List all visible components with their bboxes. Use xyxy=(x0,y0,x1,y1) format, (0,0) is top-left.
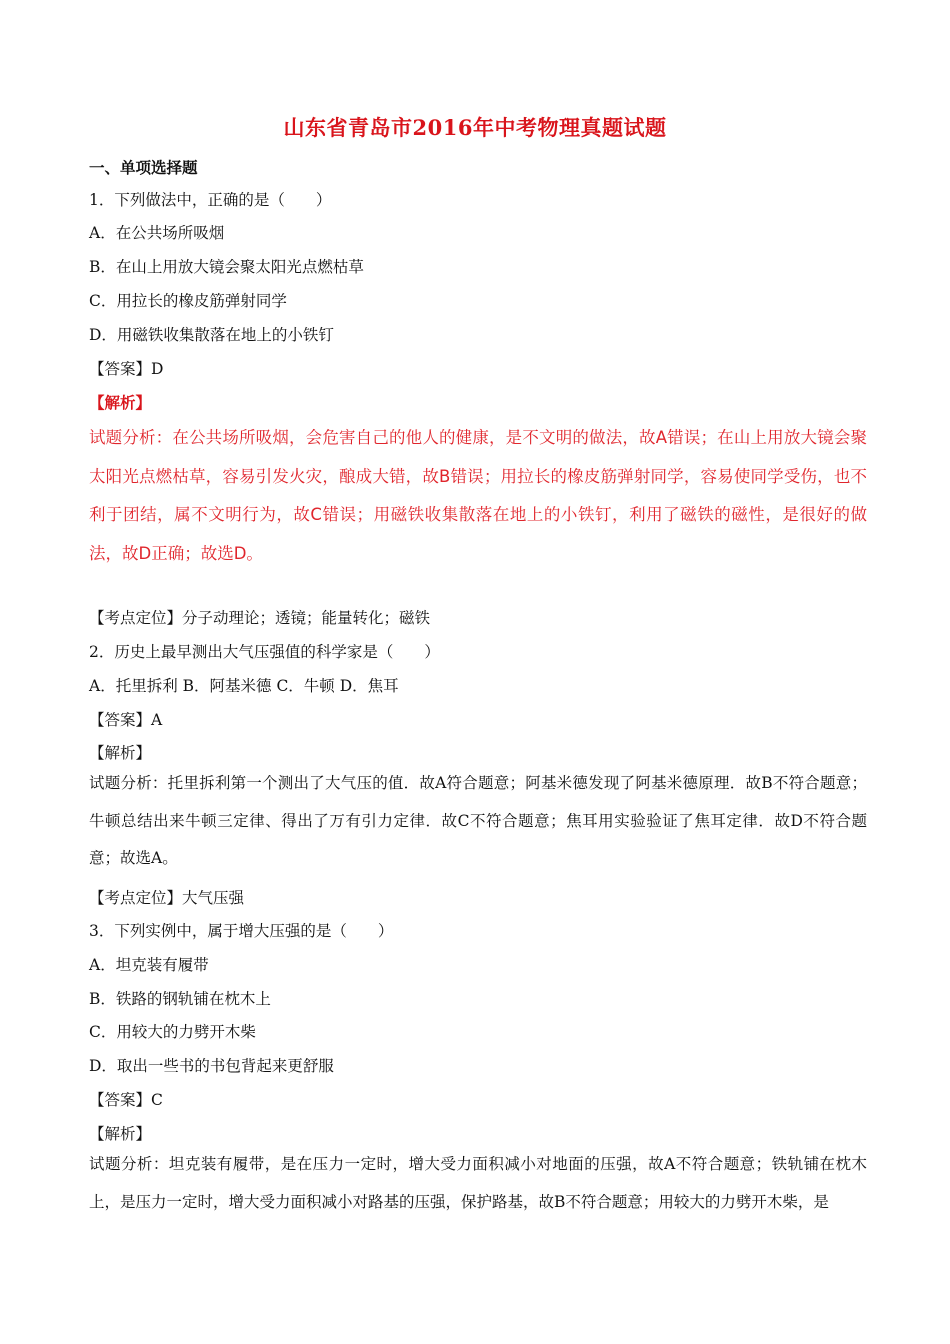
question-1-analysis: 试题分析：在公共场所吸烟，会危害自己的他人的健康，是不文明的做法，故A错误；在山上用放大镜会聚太阳光点燃枯草，容易引发火灾，酿成大错，故B错误；用拉长的橡皮筋弹射同学，容易使同学受伤，也不利于团结，属不文明行为，故C错误；用磁铁收集散落在地上的小铁钉，利用了磁铁的磁性，是很好的做法，故D正确；故选D。 xyxy=(89,428,867,563)
question-3-option-c: C．用较大的力劈开木柴 xyxy=(89,1023,256,1041)
question-2-answer: 【答案】A xyxy=(89,711,163,729)
section-heading: 一、单项选择题 xyxy=(89,158,198,177)
question-1-option-d: D．用磁铁收集散落在地上的小铁钉 xyxy=(89,326,334,344)
question-1-answer: 【答案】D xyxy=(89,360,164,378)
question-1-option-c: C．用拉长的橡皮筋弹射同学 xyxy=(89,292,287,310)
question-2-stem: 2．历史上最早测出大气压强值的科学家是（ ） xyxy=(89,643,440,661)
question-1-stem: 1．下列做法中，正确的是（ ） xyxy=(89,191,332,209)
question-2-knowledge-point: 【考点定位】大气压强 xyxy=(89,889,245,907)
question-3-analysis-heading: 【解析】 xyxy=(89,1125,152,1143)
question-2-options: A．托里拆利 B．阿基米德 C．牛顿 D．焦耳 xyxy=(89,677,399,695)
question-2-analysis-heading: 【解析】 xyxy=(89,744,152,762)
question-3-option-d: D．取出一些书的书包背起来更舒服 xyxy=(89,1057,334,1075)
question-1-option-a: A．在公共场所吸烟 xyxy=(89,224,225,242)
question-1-analysis-heading: 【解析】 xyxy=(89,393,152,412)
document-title: 山东省青岛市2016年中考物理真题试题 xyxy=(283,115,667,140)
question-3-analysis: 试题分析：坦克装有履带，是在压力一定时，增大受力面积减小对地面的压强，故A不符合题意；铁轨铺在枕木上，是压力一定时，增大受力面积减小对路基的压强，保护路基，故B不符合题意；用较大的力劈开木柴，是 xyxy=(89,1155,867,1211)
question-3-option-b: B．铁路的钢轨铺在枕木上 xyxy=(89,990,271,1008)
question-3-option-a: A．坦克装有履带 xyxy=(89,956,209,974)
question-1-knowledge-point: 【考点定位】分子动理论；透镜；能量转化；磁铁 xyxy=(89,609,431,627)
question-1-option-b: B．在山上用放大镜会聚太阳光点燃枯草 xyxy=(89,258,364,276)
question-2-analysis: 试题分析：托里拆利第一个测出了大气压的值．故A符合题意；阿基米德发现了阿基米德原理．故B不符合题意；牛顿总结出来牛顿三定律、得出了万有引力定律．故C不符合题意；焦耳用实验验证了焦耳定律．故D不符合题意；故选A。 xyxy=(89,774,867,867)
question-3-answer: 【答案】C xyxy=(89,1091,163,1109)
question-3-stem: 3．下列实例中，属于增大压强的是（ ） xyxy=(89,922,394,940)
